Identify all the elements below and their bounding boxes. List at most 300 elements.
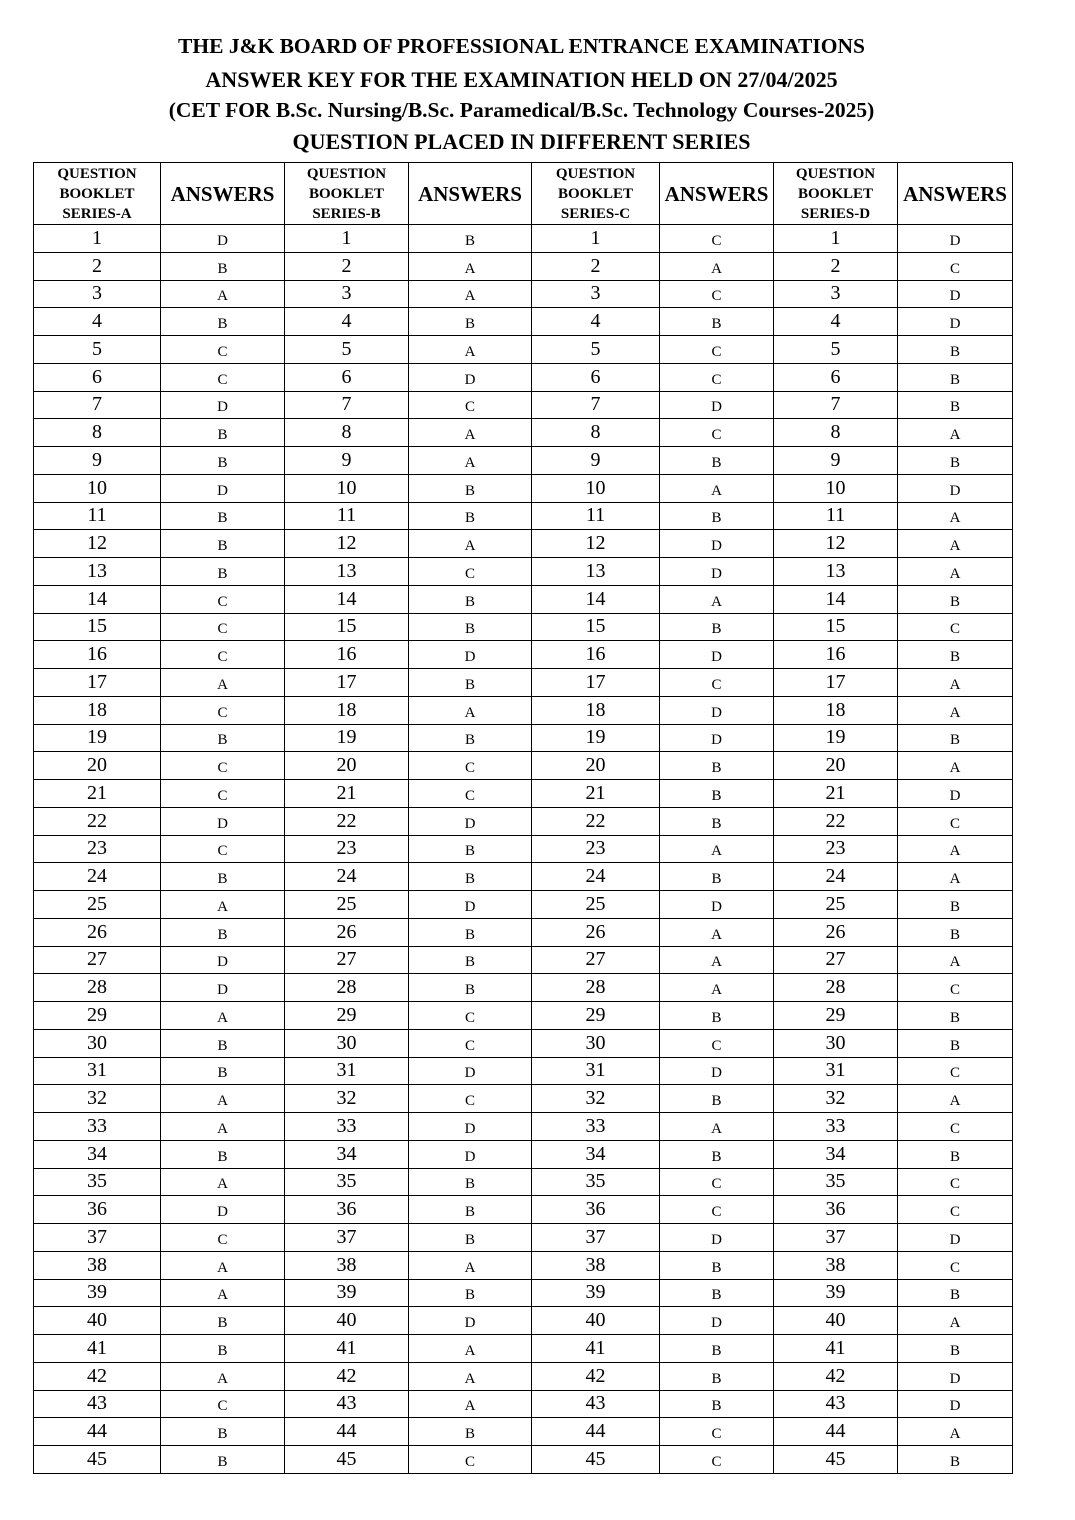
cell-question-c: 41 xyxy=(532,1335,660,1363)
cell-answer-a: C xyxy=(161,641,285,669)
cell-answer-b: D xyxy=(409,1057,532,1085)
cell-answer-b: D xyxy=(409,1113,532,1141)
cell-question-c: 39 xyxy=(532,1279,660,1307)
cell-answer-a: C xyxy=(161,585,285,613)
cell-question-d: 24 xyxy=(774,863,898,891)
cell-answer-a: C xyxy=(161,780,285,808)
table-row xyxy=(34,558,1013,586)
cell-question-b: 13 xyxy=(285,558,409,586)
cell-answer-d: D xyxy=(898,780,1013,808)
cell-answer-c: C xyxy=(660,419,774,447)
cell-question-d: 44 xyxy=(774,1418,898,1446)
table-row xyxy=(34,1307,1013,1335)
cell-question-a: 12 xyxy=(34,530,161,558)
cell-question-a: 24 xyxy=(34,863,161,891)
cell-answer-b: A xyxy=(409,419,532,447)
cell-question-b: 33 xyxy=(285,1113,409,1141)
cell-question-c: 13 xyxy=(532,558,660,586)
cell-answer-b: C xyxy=(409,1029,532,1057)
cell-question-c: 35 xyxy=(532,1168,660,1196)
cell-question-b: 17 xyxy=(285,669,409,697)
cell-answer-b: C xyxy=(409,1002,532,1030)
cell-answer-d: B xyxy=(898,363,1013,391)
board-title: THE J&K BOARD OF PROFESSIONAL ENTRANCE EXAMINATIONS xyxy=(178,34,865,58)
cell-question-c: 4 xyxy=(532,308,660,336)
cell-question-a: 36 xyxy=(34,1196,161,1224)
cell-answer-c: A xyxy=(660,974,774,1002)
cell-question-d: 6 xyxy=(774,363,898,391)
cell-question-c: 31 xyxy=(532,1057,660,1085)
cell-question-d: 32 xyxy=(774,1085,898,1113)
cell-question-a: 18 xyxy=(34,696,161,724)
answer-key-body xyxy=(34,225,1013,1474)
cell-question-b: 27 xyxy=(285,946,409,974)
cell-answer-d: A xyxy=(898,946,1013,974)
cell-question-a: 27 xyxy=(34,946,161,974)
cell-answer-b: B xyxy=(409,946,532,974)
cell-question-d: 7 xyxy=(774,391,898,419)
cell-answer-c: B xyxy=(660,1002,774,1030)
cell-answer-b: A xyxy=(409,1251,532,1279)
cell-answer-b: D xyxy=(409,807,532,835)
cell-question-a: 43 xyxy=(34,1390,161,1418)
cell-answer-a: C xyxy=(161,336,285,364)
cell-question-d: 20 xyxy=(774,752,898,780)
cell-answer-c: D xyxy=(660,641,774,669)
cell-question-a: 26 xyxy=(34,918,161,946)
cell-answer-d: D xyxy=(898,1390,1013,1418)
cell-question-c: 9 xyxy=(532,447,660,475)
cell-answer-a: C xyxy=(161,1224,285,1252)
cell-question-a: 8 xyxy=(34,419,161,447)
cell-answer-b: A xyxy=(409,1362,532,1390)
cell-answer-c: A xyxy=(660,946,774,974)
cell-question-b: 10 xyxy=(285,474,409,502)
cell-answer-b: B xyxy=(409,918,532,946)
cell-answer-d: A xyxy=(898,558,1013,586)
cell-question-a: 2 xyxy=(34,252,161,280)
cell-question-b: 3 xyxy=(285,280,409,308)
cell-question-c: 17 xyxy=(532,669,660,697)
cell-answer-d: A xyxy=(898,1085,1013,1113)
cell-question-c: 2 xyxy=(532,252,660,280)
table-header-row xyxy=(34,163,1013,225)
cell-question-c: 15 xyxy=(532,613,660,641)
cell-question-a: 44 xyxy=(34,1418,161,1446)
cell-question-c: 38 xyxy=(532,1251,660,1279)
cell-answer-c: D xyxy=(660,530,774,558)
cell-answer-b: B xyxy=(409,863,532,891)
cell-answer-d: C xyxy=(898,1196,1013,1224)
cell-answer-c: A xyxy=(660,585,774,613)
cell-answer-b: B xyxy=(409,1224,532,1252)
cell-answer-b: A xyxy=(409,696,532,724)
cell-question-c: 11 xyxy=(532,502,660,530)
cell-answer-c: D xyxy=(660,1224,774,1252)
cell-answer-d: A xyxy=(898,863,1013,891)
cell-answer-d: A xyxy=(898,1307,1013,1335)
cell-answer-a: B xyxy=(161,252,285,280)
table-row xyxy=(34,585,1013,613)
cell-answer-d: A xyxy=(898,502,1013,530)
cell-question-a: 33 xyxy=(34,1113,161,1141)
cell-answer-d: B xyxy=(898,585,1013,613)
cell-question-d: 13 xyxy=(774,558,898,586)
table-row xyxy=(34,363,1013,391)
cell-question-b: 6 xyxy=(285,363,409,391)
cell-question-d: 19 xyxy=(774,724,898,752)
table-row xyxy=(34,641,1013,669)
table-row xyxy=(34,724,1013,752)
cell-answer-d: B xyxy=(898,724,1013,752)
header-question-booklet-series-a: QUESTION BOOKLET SERIES-A xyxy=(34,163,161,225)
cell-answer-a: B xyxy=(161,502,285,530)
cell-answer-d: B xyxy=(898,1279,1013,1307)
table-row xyxy=(34,891,1013,919)
cell-question-d: 1 xyxy=(774,225,898,253)
table-row xyxy=(34,530,1013,558)
cell-question-c: 8 xyxy=(532,419,660,447)
cell-question-c: 1 xyxy=(532,225,660,253)
cell-answer-c: A xyxy=(660,1113,774,1141)
cell-question-c: 26 xyxy=(532,918,660,946)
cell-answer-c: B xyxy=(660,613,774,641)
cell-answer-c: C xyxy=(660,280,774,308)
header-answers-a: ANSWERS xyxy=(161,163,285,225)
cell-question-b: 37 xyxy=(285,1224,409,1252)
cell-answer-d: A xyxy=(898,669,1013,697)
table-row xyxy=(34,474,1013,502)
cell-question-d: 33 xyxy=(774,1113,898,1141)
cell-question-c: 43 xyxy=(532,1390,660,1418)
cell-question-d: 4 xyxy=(774,308,898,336)
cell-question-b: 5 xyxy=(285,336,409,364)
header-question-booklet-series-d: QUESTION BOOKLET SERIES-D xyxy=(774,163,898,225)
cell-question-d: 35 xyxy=(774,1168,898,1196)
cell-answer-c: B xyxy=(660,1140,774,1168)
cell-question-d: 14 xyxy=(774,585,898,613)
cell-answer-b: C xyxy=(409,558,532,586)
cell-answer-c: C xyxy=(660,1446,774,1474)
cell-answer-c: B xyxy=(660,1251,774,1279)
cell-question-a: 19 xyxy=(34,724,161,752)
cell-answer-a: D xyxy=(161,1196,285,1224)
cell-answer-a: B xyxy=(161,447,285,475)
cell-answer-c: C xyxy=(660,1029,774,1057)
table-row xyxy=(34,1168,1013,1196)
cell-question-a: 17 xyxy=(34,669,161,697)
cell-answer-a: A xyxy=(161,1168,285,1196)
cell-question-d: 12 xyxy=(774,530,898,558)
cell-answer-a: B xyxy=(161,724,285,752)
header-answers-c: ANSWERS xyxy=(660,163,774,225)
cell-question-d: 42 xyxy=(774,1362,898,1390)
cell-answer-d: B xyxy=(898,336,1013,364)
cell-question-c: 12 xyxy=(532,530,660,558)
cell-answer-c: D xyxy=(660,891,774,919)
table-row xyxy=(34,1002,1013,1030)
cell-question-d: 22 xyxy=(774,807,898,835)
cell-answer-d: B xyxy=(898,447,1013,475)
cell-question-b: 31 xyxy=(285,1057,409,1085)
cell-question-a: 25 xyxy=(34,891,161,919)
cell-question-b: 44 xyxy=(285,1418,409,1446)
cell-answer-d: D xyxy=(898,308,1013,336)
cell-question-b: 16 xyxy=(285,641,409,669)
cell-question-c: 20 xyxy=(532,752,660,780)
cell-question-a: 32 xyxy=(34,1085,161,1113)
cell-answer-d: B xyxy=(898,1002,1013,1030)
cell-answer-a: D xyxy=(161,391,285,419)
cell-answer-b: B xyxy=(409,669,532,697)
cell-question-b: 34 xyxy=(285,1140,409,1168)
cell-question-a: 20 xyxy=(34,752,161,780)
cell-question-a: 5 xyxy=(34,336,161,364)
cell-answer-d: B xyxy=(898,918,1013,946)
cell-question-c: 28 xyxy=(532,974,660,1002)
cell-question-a: 13 xyxy=(34,558,161,586)
cell-answer-c: B xyxy=(660,863,774,891)
cell-question-d: 16 xyxy=(774,641,898,669)
cell-answer-b: B xyxy=(409,585,532,613)
cell-answer-d: A xyxy=(898,530,1013,558)
cell-question-b: 38 xyxy=(285,1251,409,1279)
cell-question-b: 14 xyxy=(285,585,409,613)
table-row xyxy=(34,1029,1013,1057)
cell-answer-c: C xyxy=(660,363,774,391)
cell-question-c: 29 xyxy=(532,1002,660,1030)
cell-answer-c: B xyxy=(660,447,774,475)
cell-answer-c: B xyxy=(660,308,774,336)
cell-question-a: 38 xyxy=(34,1251,161,1279)
cell-question-b: 29 xyxy=(285,1002,409,1030)
cell-question-d: 40 xyxy=(774,1307,898,1335)
cell-answer-a: C xyxy=(161,613,285,641)
cell-question-b: 18 xyxy=(285,696,409,724)
cell-question-a: 16 xyxy=(34,641,161,669)
table-row xyxy=(34,807,1013,835)
table-row xyxy=(34,1113,1013,1141)
cell-answer-b: D xyxy=(409,363,532,391)
cell-question-c: 10 xyxy=(532,474,660,502)
cell-question-b: 35 xyxy=(285,1168,409,1196)
cell-answer-d: B xyxy=(898,391,1013,419)
cell-answer-d: D xyxy=(898,1224,1013,1252)
cell-question-c: 5 xyxy=(532,336,660,364)
table-row xyxy=(34,752,1013,780)
cell-answer-b: A xyxy=(409,447,532,475)
cell-answer-c: D xyxy=(660,558,774,586)
cell-answer-a: D xyxy=(161,974,285,1002)
table-row xyxy=(34,918,1013,946)
cell-answer-a: B xyxy=(161,419,285,447)
cell-question-b: 2 xyxy=(285,252,409,280)
cell-question-a: 23 xyxy=(34,835,161,863)
cell-answer-d: B xyxy=(898,1335,1013,1363)
table-row xyxy=(34,419,1013,447)
cell-question-a: 11 xyxy=(34,502,161,530)
cell-answer-a: D xyxy=(161,946,285,974)
table-row xyxy=(34,225,1013,253)
cell-answer-c: B xyxy=(660,780,774,808)
cell-question-b: 20 xyxy=(285,752,409,780)
cell-question-a: 34 xyxy=(34,1140,161,1168)
cell-answer-d: B xyxy=(898,641,1013,669)
exam-subtitle: (CET FOR B.Sc. Nursing/B.Sc. Paramedical/B.Sc. Technology Courses-2025) xyxy=(168,98,875,122)
cell-question-a: 37 xyxy=(34,1224,161,1252)
cell-question-b: 22 xyxy=(285,807,409,835)
cell-answer-b: D xyxy=(409,891,532,919)
cell-answer-a: B xyxy=(161,1140,285,1168)
cell-question-b: 32 xyxy=(285,1085,409,1113)
cell-question-a: 22 xyxy=(34,807,161,835)
cell-answer-c: D xyxy=(660,724,774,752)
cell-question-a: 29 xyxy=(34,1002,161,1030)
cell-question-b: 30 xyxy=(285,1029,409,1057)
cell-question-b: 26 xyxy=(285,918,409,946)
cell-answer-b: C xyxy=(409,1085,532,1113)
table-row xyxy=(34,1362,1013,1390)
cell-answer-c: D xyxy=(660,391,774,419)
cell-answer-a: B xyxy=(161,918,285,946)
table-row xyxy=(34,1418,1013,1446)
table-row xyxy=(34,669,1013,697)
cell-question-d: 5 xyxy=(774,336,898,364)
cell-question-b: 45 xyxy=(285,1446,409,1474)
cell-question-c: 44 xyxy=(532,1418,660,1446)
cell-answer-c: C xyxy=(660,1168,774,1196)
cell-answer-a: A xyxy=(161,1279,285,1307)
table-row xyxy=(34,308,1013,336)
cell-answer-a: C xyxy=(161,835,285,863)
cell-question-d: 9 xyxy=(774,447,898,475)
cell-answer-b: B xyxy=(409,308,532,336)
cell-answer-b: A xyxy=(409,336,532,364)
cell-answer-b: B xyxy=(409,835,532,863)
cell-question-b: 24 xyxy=(285,863,409,891)
cell-answer-d: D xyxy=(898,225,1013,253)
cell-question-a: 35 xyxy=(34,1168,161,1196)
cell-answer-a: B xyxy=(161,558,285,586)
cell-question-d: 41 xyxy=(774,1335,898,1363)
cell-question-c: 25 xyxy=(532,891,660,919)
cell-answer-a: D xyxy=(161,807,285,835)
answer-key-table xyxy=(33,162,1013,1474)
cell-question-a: 42 xyxy=(34,1362,161,1390)
cell-question-d: 30 xyxy=(774,1029,898,1057)
table-row xyxy=(34,1390,1013,1418)
table-row xyxy=(34,1279,1013,1307)
cell-question-d: 36 xyxy=(774,1196,898,1224)
table-row xyxy=(34,1057,1013,1085)
cell-answer-b: B xyxy=(409,613,532,641)
cell-answer-a: A xyxy=(161,669,285,697)
cell-answer-a: A xyxy=(161,1113,285,1141)
table-row xyxy=(34,280,1013,308)
header-question-booklet-series-b: QUESTION BOOKLET SERIES-B xyxy=(285,163,409,225)
cell-answer-b: B xyxy=(409,1168,532,1196)
cell-answer-d: A xyxy=(898,835,1013,863)
cell-question-d: 29 xyxy=(774,1002,898,1030)
cell-question-d: 34 xyxy=(774,1140,898,1168)
cell-question-b: 36 xyxy=(285,1196,409,1224)
cell-answer-c: B xyxy=(660,1335,774,1363)
cell-question-c: 36 xyxy=(532,1196,660,1224)
cell-question-d: 15 xyxy=(774,613,898,641)
cell-question-a: 31 xyxy=(34,1057,161,1085)
cell-question-c: 16 xyxy=(532,641,660,669)
cell-question-d: 43 xyxy=(774,1390,898,1418)
cell-question-d: 45 xyxy=(774,1446,898,1474)
document-header xyxy=(0,30,1043,160)
table-row xyxy=(34,1251,1013,1279)
cell-answer-a: D xyxy=(161,225,285,253)
cell-question-c: 34 xyxy=(532,1140,660,1168)
cell-answer-c: B xyxy=(660,502,774,530)
cell-answer-b: C xyxy=(409,391,532,419)
cell-answer-a: B xyxy=(161,1029,285,1057)
cell-answer-c: D xyxy=(660,1057,774,1085)
cell-answer-b: B xyxy=(409,502,532,530)
table-row xyxy=(34,1224,1013,1252)
cell-question-d: 38 xyxy=(774,1251,898,1279)
table-row xyxy=(34,1446,1013,1474)
cell-answer-d: D xyxy=(898,280,1013,308)
cell-question-a: 28 xyxy=(34,974,161,1002)
cell-answer-a: B xyxy=(161,1418,285,1446)
cell-question-d: 10 xyxy=(774,474,898,502)
cell-question-c: 40 xyxy=(532,1307,660,1335)
cell-question-b: 40 xyxy=(285,1307,409,1335)
cell-answer-d: C xyxy=(898,974,1013,1002)
cell-answer-c: C xyxy=(660,225,774,253)
cell-question-b: 23 xyxy=(285,835,409,863)
cell-question-c: 27 xyxy=(532,946,660,974)
cell-answer-b: C xyxy=(409,780,532,808)
cell-question-d: 17 xyxy=(774,669,898,697)
cell-answer-c: A xyxy=(660,474,774,502)
cell-answer-a: B xyxy=(161,308,285,336)
cell-answer-c: C xyxy=(660,1418,774,1446)
cell-answer-d: C xyxy=(898,807,1013,835)
cell-question-c: 45 xyxy=(532,1446,660,1474)
cell-answer-d: B xyxy=(898,1140,1013,1168)
cell-answer-d: B xyxy=(898,1446,1013,1474)
cell-answer-b: A xyxy=(409,530,532,558)
cell-answer-b: D xyxy=(409,1307,532,1335)
cell-question-d: 23 xyxy=(774,835,898,863)
cell-answer-d: D xyxy=(898,1362,1013,1390)
cell-answer-b: B xyxy=(409,1196,532,1224)
cell-question-a: 30 xyxy=(34,1029,161,1057)
cell-question-a: 39 xyxy=(34,1279,161,1307)
cell-answer-c: A xyxy=(660,835,774,863)
cell-answer-c: C xyxy=(660,1196,774,1224)
cell-question-d: 26 xyxy=(774,918,898,946)
cell-question-d: 8 xyxy=(774,419,898,447)
cell-answer-c: B xyxy=(660,1279,774,1307)
cell-question-d: 25 xyxy=(774,891,898,919)
header-answers-b: ANSWERS xyxy=(409,163,532,225)
table-row xyxy=(34,447,1013,475)
cell-question-b: 15 xyxy=(285,613,409,641)
cell-answer-a: B xyxy=(161,1335,285,1363)
cell-answer-b: A xyxy=(409,252,532,280)
cell-answer-a: C xyxy=(161,363,285,391)
cell-answer-a: B xyxy=(161,1446,285,1474)
cell-answer-d: C xyxy=(898,1113,1013,1141)
cell-question-c: 42 xyxy=(532,1362,660,1390)
